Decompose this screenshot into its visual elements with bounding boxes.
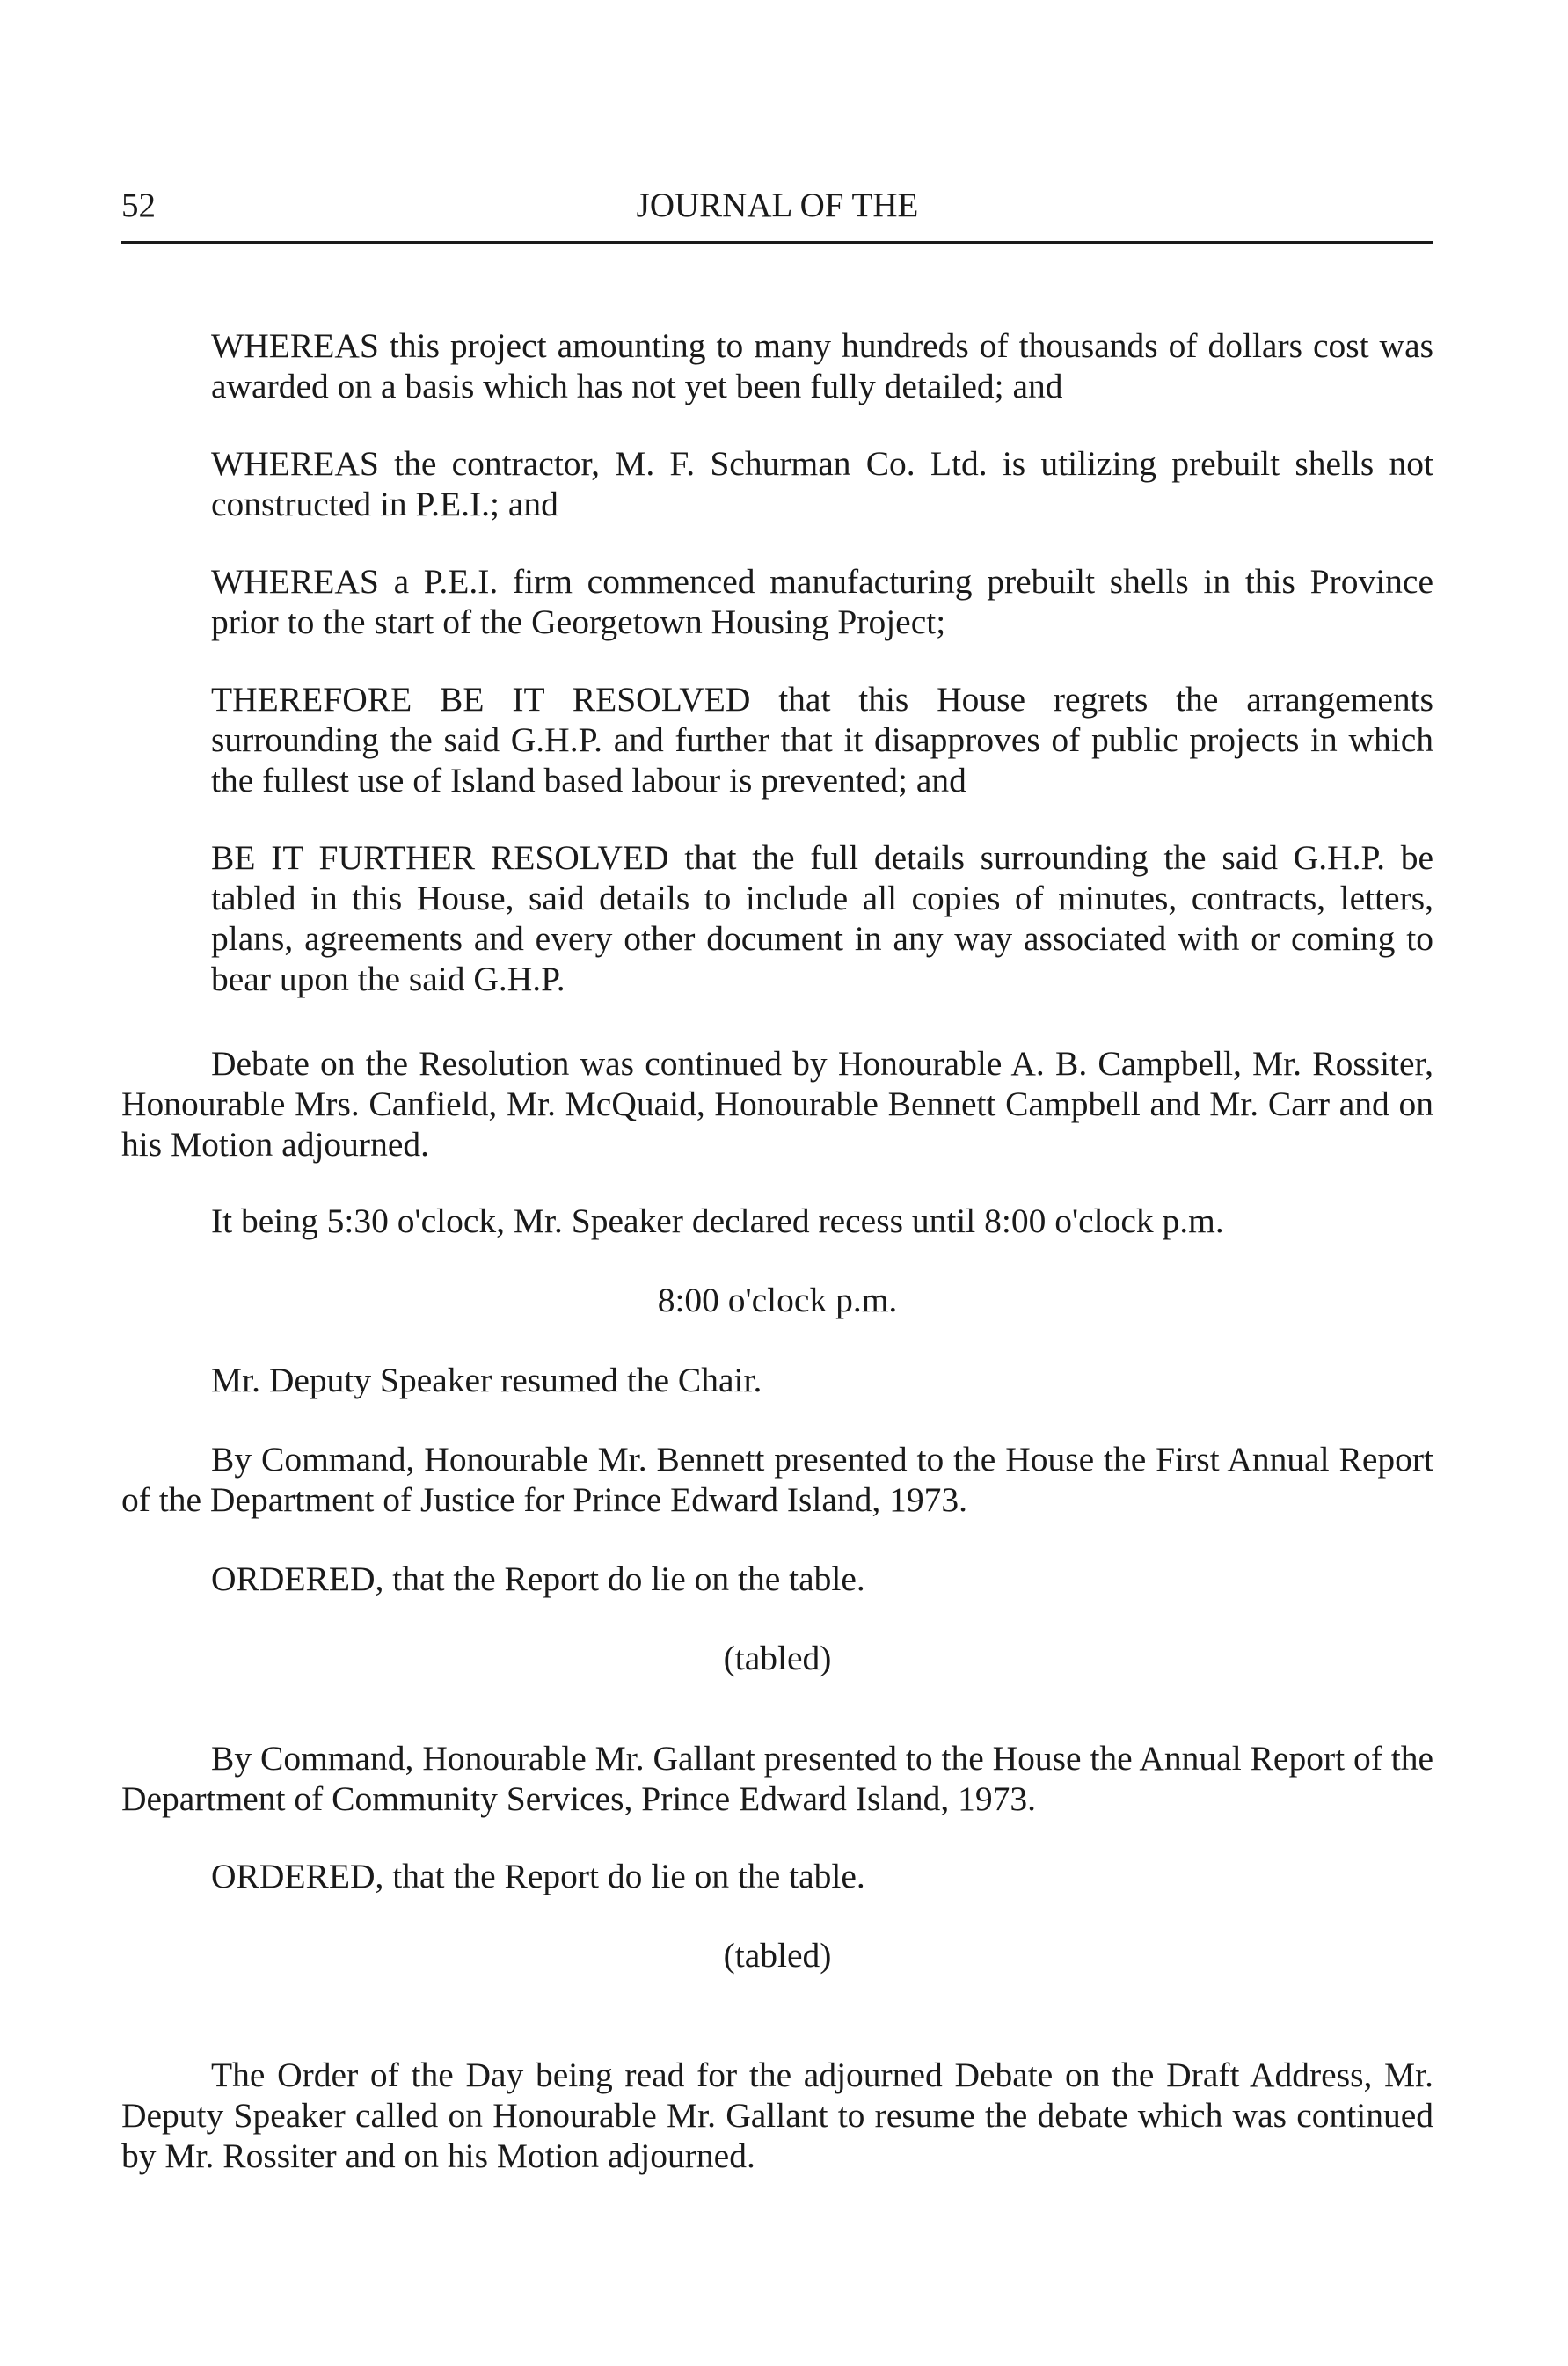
- order-of-day-paragraph: The Order of the Day being read for the adjourned Debate on the Draft Address, Mr. Deputy Speaker called on Honourable Mr. Gallant to resume the debate which was continued by Mr. Rossiter and on his Motion adjourned.: [121, 2056, 1433, 2175]
- command-justice-report: By Command, Honourable Mr. Bennett presented to the House the First Annual Report of the Department of Justice for Prince Edward Island, 1973.: [121, 1440, 1433, 1519]
- journal-title: JOURNAL OF THE: [636, 186, 919, 224]
- tabled-note: (tabled): [723, 1936, 832, 1975]
- whereas-pei-firm: WHEREAS a P.E.I. firm commenced manufacturing prebuilt shells in this Province prior to the start of the Georgetown Housing Project;: [211, 562, 1433, 641]
- debate-paragraph: Debate on the Resolution was continued by Honourable A. B. Campbell, Mr. Rossiter, Honourable Mrs. Canfield, Mr. McQuaid, Honourable Bennett Campbell and Mr. Carr and on his Motion adjourned.: [121, 1044, 1433, 1164]
- running-head: [121, 183, 1433, 229]
- ordered-paragraph: ORDERED, that the Report do lie on the table.: [211, 1857, 865, 1895]
- time-heading: 8:00 o'clock p.m.: [657, 1281, 898, 1319]
- header-rule: [121, 241, 1433, 244]
- chair-paragraph: Mr. Deputy Speaker resumed the Chair.: [211, 1361, 762, 1399]
- whereas-contractor: WHEREAS the contractor, M. F. Schurman Co. Ltd. is utilizing prebuilt shells not constructed in P.E.I.; and: [211, 444, 1433, 523]
- ordered-paragraph: ORDERED, that the Report do lie on the table.: [211, 1559, 865, 1598]
- tabled-note: (tabled): [723, 1639, 832, 1677]
- command-community-report: By Command, Honourable Mr. Gallant presented to the House the Annual Report of the Department of Community Services, Prince Edward Island, 1973.: [121, 1739, 1433, 1818]
- whereas-project-cost: WHEREAS this project amounting to many hundreds of thousands of dollars cost was awarded on a basis which has not yet been fully detailed; and: [211, 326, 1433, 405]
- therefore-resolved: THEREFORE BE IT RESOLVED that this House regrets the arrangements surrounding the said G.H.P. and further that it disapproves of public projects in which the fullest use of Island based labour is prevented; and: [211, 680, 1433, 800]
- recess-paragraph: It being 5:30 o'clock, Mr. Speaker declared recess until 8:00 o'clock p.m.: [211, 1201, 1224, 1240]
- page-number: 52: [121, 186, 156, 224]
- further-resolved: BE IT FURTHER RESOLVED that the full details surrounding the said G.H.P. be tabled in this House, said details to include all copies of minutes, contracts, letters, plans, agreements and every other document in any way associated with or coming to bear upon the said G.H.P.: [211, 838, 1433, 998]
